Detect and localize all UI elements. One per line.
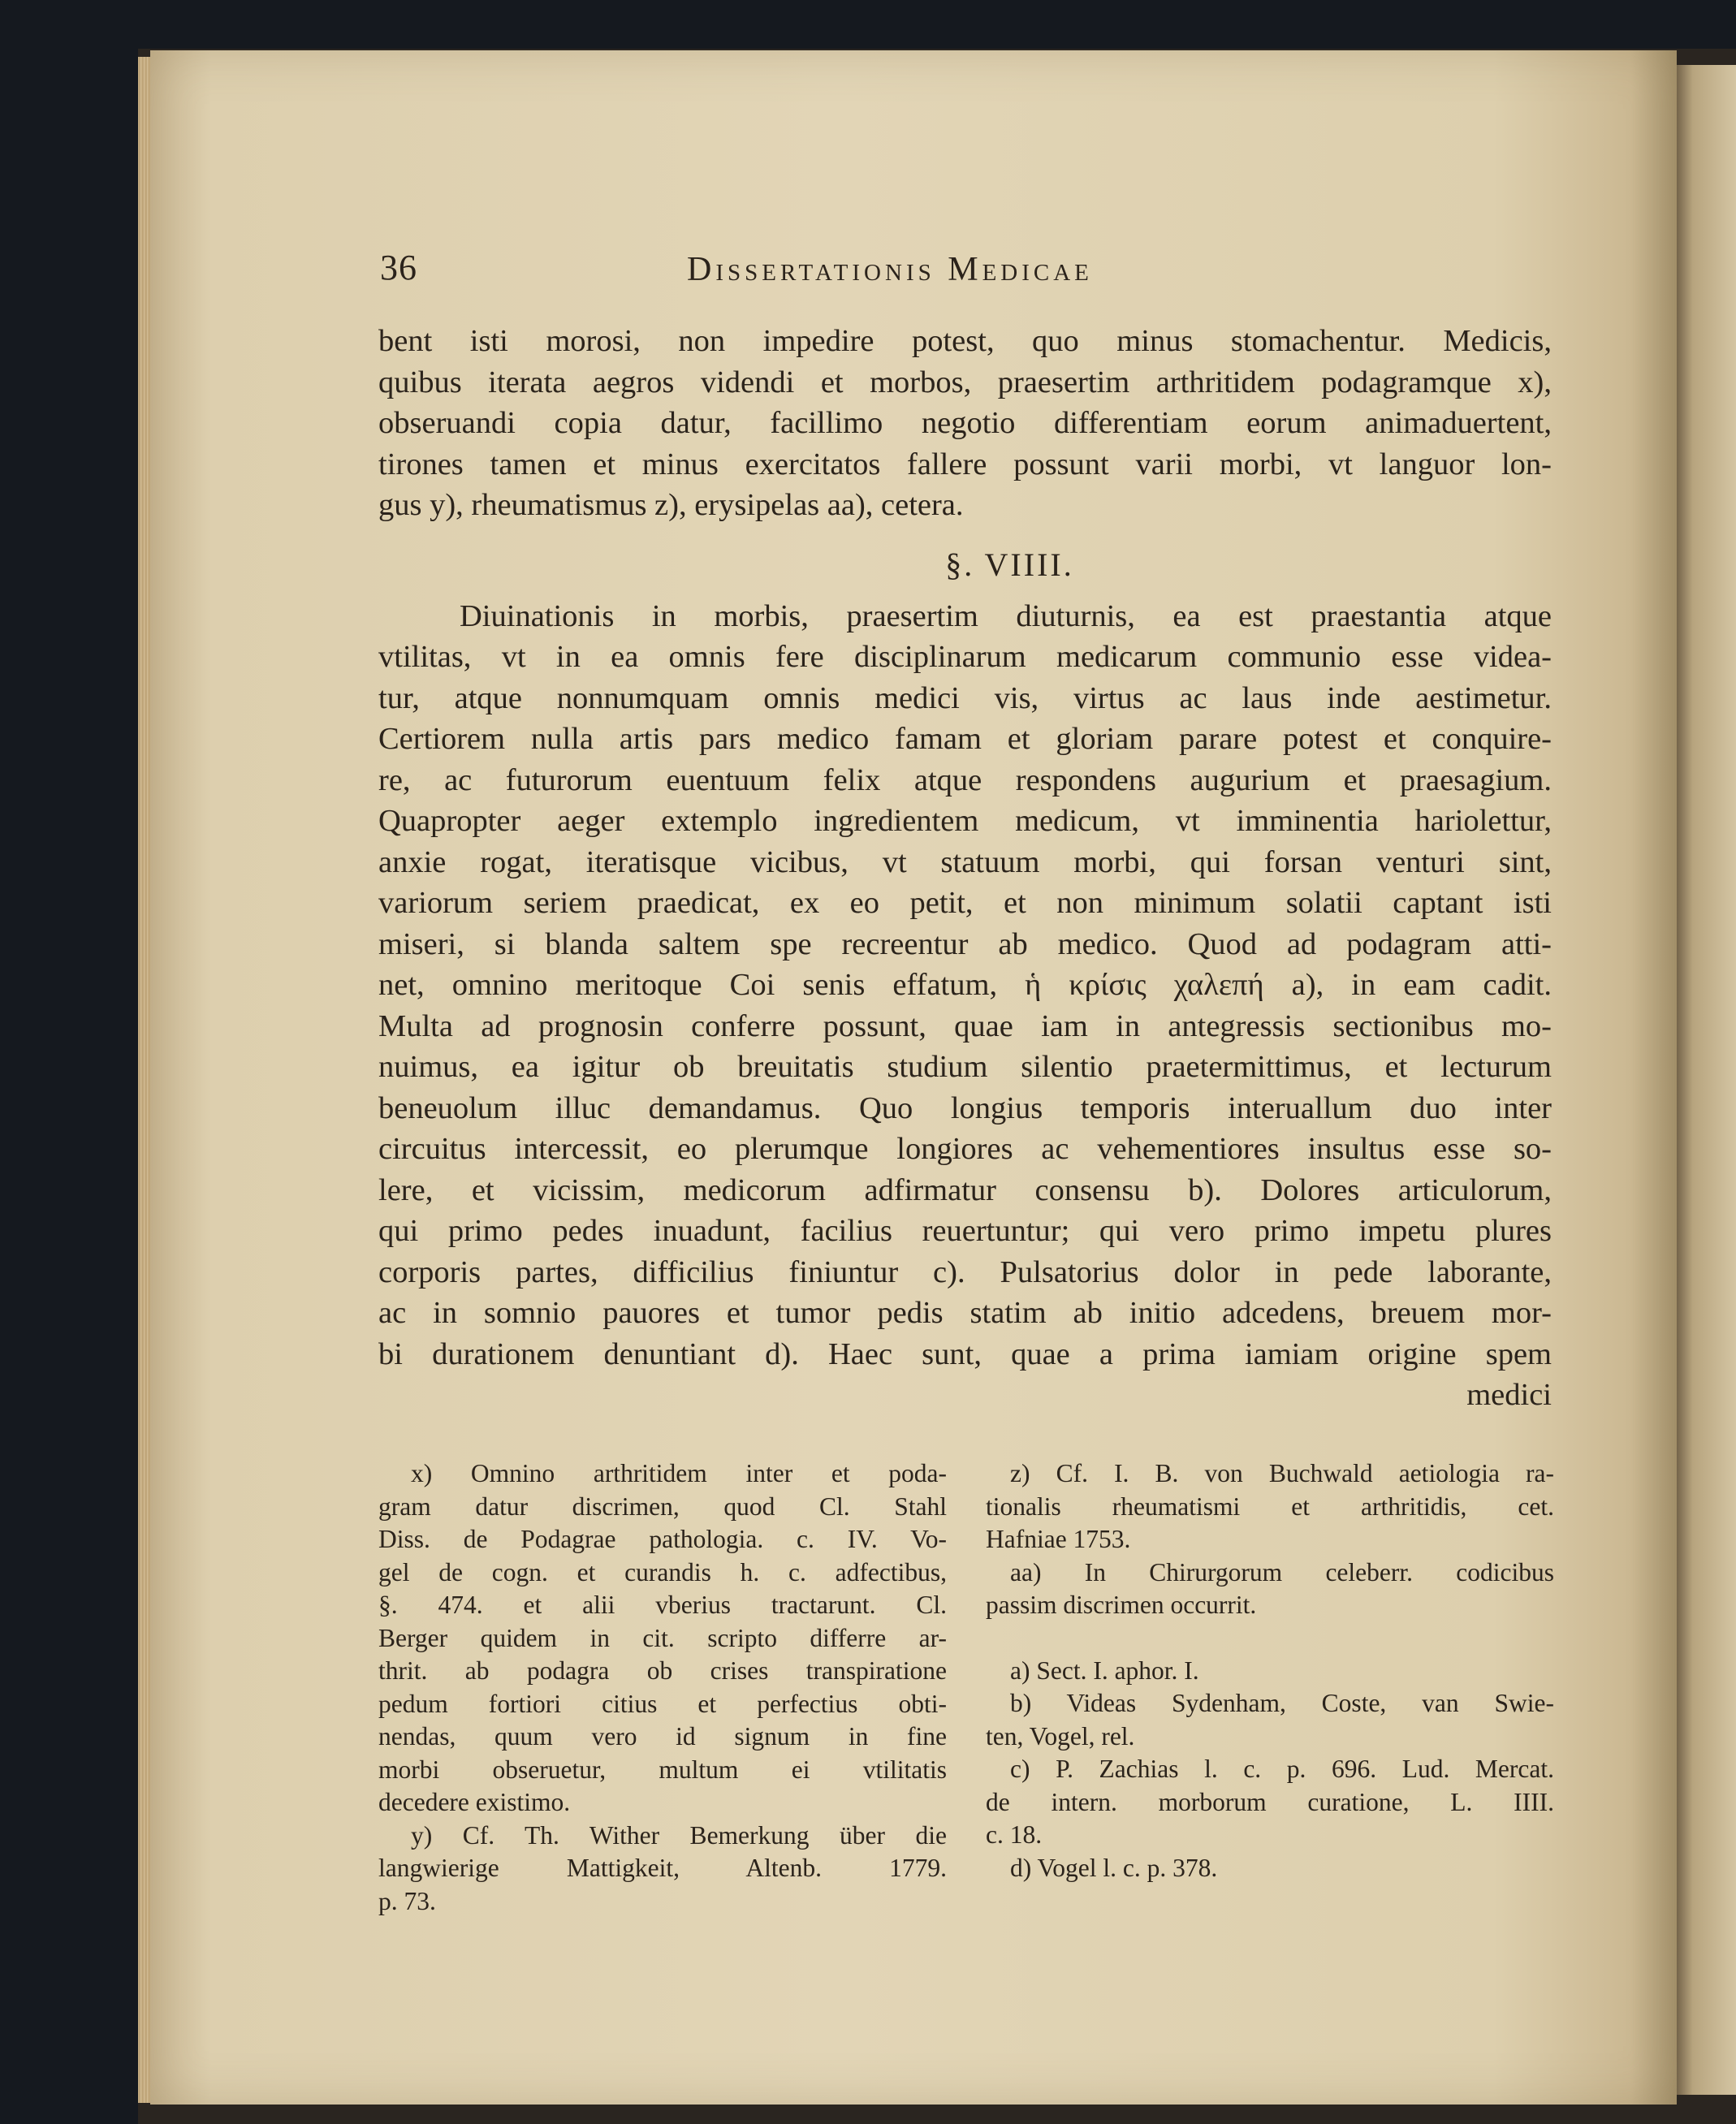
facing-page-edge <box>1674 65 1736 2095</box>
text-line: circuitus intercessit, eo plerumque longiores ac vehementiores insultus esse so- <box>378 1132 1552 1166</box>
footnote-line: passim discrimen occurrit. <box>986 1591 1257 1619</box>
footnote-line: p. 73. <box>378 1886 436 1915</box>
text-line: Quapropter aeger extemplo ingredientem medicum, vt imminentia hariolettur, <box>378 804 1552 838</box>
footnote-line: Hafniae 1753. <box>986 1525 1131 1553</box>
footnote-line: d) Vogel l. c. p. 378. <box>1010 1853 1218 1882</box>
text-line: beneuolum illuc demandamus. Quo longius temporis interuallum duo inter <box>378 1090 1552 1125</box>
footnote-line: pedum fortiori citius et perfectius obti- <box>378 1689 947 1718</box>
footnote-line: x) Omnino arthritidem inter et poda- <box>411 1459 947 1487</box>
text-line: obseruandi copia datur, facillimo negotio differentiam eorum animaduertent, <box>378 406 1552 440</box>
footnote-line: aa) In Chirurgorum celeberr. codicibus <box>1010 1557 1554 1587</box>
text-line: variorum seriem praedicat, ex eo petit, et non minimum solatii captant isti <box>378 886 1552 920</box>
footnote-line: thrit. ab podagra ob crises transpiratione <box>378 1656 947 1685</box>
main-text <box>378 321 1552 1416</box>
footnote-line: c. 18. <box>986 1820 1043 1849</box>
text-line: tirones tamen et minus exercitatos fallere possunt varii morbi, vt languor lon- <box>378 447 1552 481</box>
text-line: net, omnino meritoque Coi senis effatum, ἡ κρίσις χαλεπή a), in eam cadit. <box>378 968 1552 1002</box>
footnote-line: a) Sect. I. aphor. I. <box>1010 1656 1199 1685</box>
paragraph-2 <box>378 596 1552 1375</box>
text-line: bent isti morosi, non impedire potest, quo minus stomachentur. Medicis, <box>378 324 1552 358</box>
text-line: tur, atque nonnumquam omnis medici vis, virtus ac laus inde aestimetur. <box>378 680 1552 715</box>
section-heading: §. VIIII. <box>945 546 1074 583</box>
footnote-line: gel de cogn. et curandis h. c. adfectibus, <box>378 1557 947 1587</box>
text-line: quibus iterata aegros videndi et morbos, praesertim arthritidem podagramque x), <box>378 365 1552 399</box>
text-line: re, ac futurorum euentuum felix atque respondens augurium et praesagium. <box>378 762 1552 797</box>
footnote-gap <box>986 1622 1554 1655</box>
footnote-line: y) Cf. Th. Wither Bemerkung über die <box>411 1820 947 1850</box>
footnote-line: Diss. de Podagrae pathologia. c. IV. Vo- <box>378 1525 947 1553</box>
footnote-line: gram datur discrimen, quod Cl. Stahl <box>378 1492 947 1521</box>
footnote-line: de intern. morborum curatione, L. IIII. <box>986 1787 1554 1816</box>
text-line: Multa ad prognosin conferre possunt, quae iam in antegressis sectionibus mo- <box>378 1008 1552 1043</box>
footnote-line: morbi obseruetur, multum ei vtilitatis <box>378 1755 947 1784</box>
catchword: medici <box>1466 1378 1552 1412</box>
text-line: bi durationem denuntiant d). Haec sunt, quae a prima iamiam origine spem <box>378 1336 1552 1371</box>
text-line: vtilitas, vt in ea omnis fere disciplinarum medicarum communio esse videa- <box>378 640 1552 674</box>
text-line: corporis partes, difficilius finiuntur c). Pulsatorius dolor in pede laborante, <box>378 1254 1552 1289</box>
page-number: 36 <box>380 248 417 287</box>
footnote-line: nendas, quum vero id signum in fine <box>378 1722 947 1751</box>
text-line: nuimus, ea igitur ob breuitatis studium silentio praetermittimus, et lecturum <box>378 1050 1552 1084</box>
footnote-line: ten, Vogel, rel. <box>986 1721 1135 1751</box>
text-line: qui primo pedes inuadunt, facilius reuertuntur; qui vero primo impetu plures <box>378 1214 1552 1248</box>
text-line: Certiorem nulla artis pars medico famam et gloriam parare potest et conquire- <box>378 722 1552 756</box>
text-line: gus y), rheumatismus z), erysipelas aa), cetera. <box>378 488 964 522</box>
footnote-line: §. 474. et alii vberius tractarunt. Cl. <box>378 1591 947 1619</box>
footnote-line: b) Videas Sydenham, Coste, van Swie- <box>1010 1689 1554 1717</box>
footnotes-right-column <box>986 1457 1554 1884</box>
text-line: ac in somnio pauores et tumor pedis statim ab initio adcedens, breuem mor- <box>378 1296 1552 1330</box>
text-line: Diuinationis in morbis, praesertim diuturnis, ea est praestantia atque <box>460 598 1552 633</box>
running-head <box>380 247 1557 296</box>
footnote-line: decedere existimo. <box>378 1788 571 1816</box>
text-line: anxie rogat, iteratisque vicibus, vt statuum morbi, qui forsan venturi sint, <box>378 844 1552 879</box>
running-title: Dissertationis Medicae <box>687 251 1093 288</box>
footnote-line: z) Cf. I. B. von Buchwald aetiologia ra- <box>1010 1459 1554 1487</box>
footnote-line: tionalis rheumatismi et arthritidis, cet. <box>986 1492 1554 1521</box>
footnote-line: Berger quidem in cit. scripto differre ar- <box>378 1623 947 1652</box>
paragraph-1 <box>378 321 1552 526</box>
text-line: lere, et vicissim, medicorum adfirmatur consensu b). Dolores articulorum, <box>378 1172 1552 1207</box>
text-line: miseri, si blanda saltem spe recreentur ab medico. Quod ad podagram atti- <box>378 926 1552 961</box>
footnote-line: langwierige Mattigkeit, Altenb. 1779. <box>378 1854 947 1882</box>
footnote-line: c) P. Zachias l. c. p. 696. Lud. Mercat. <box>1010 1755 1554 1783</box>
footnotes-left-column <box>378 1457 947 1918</box>
